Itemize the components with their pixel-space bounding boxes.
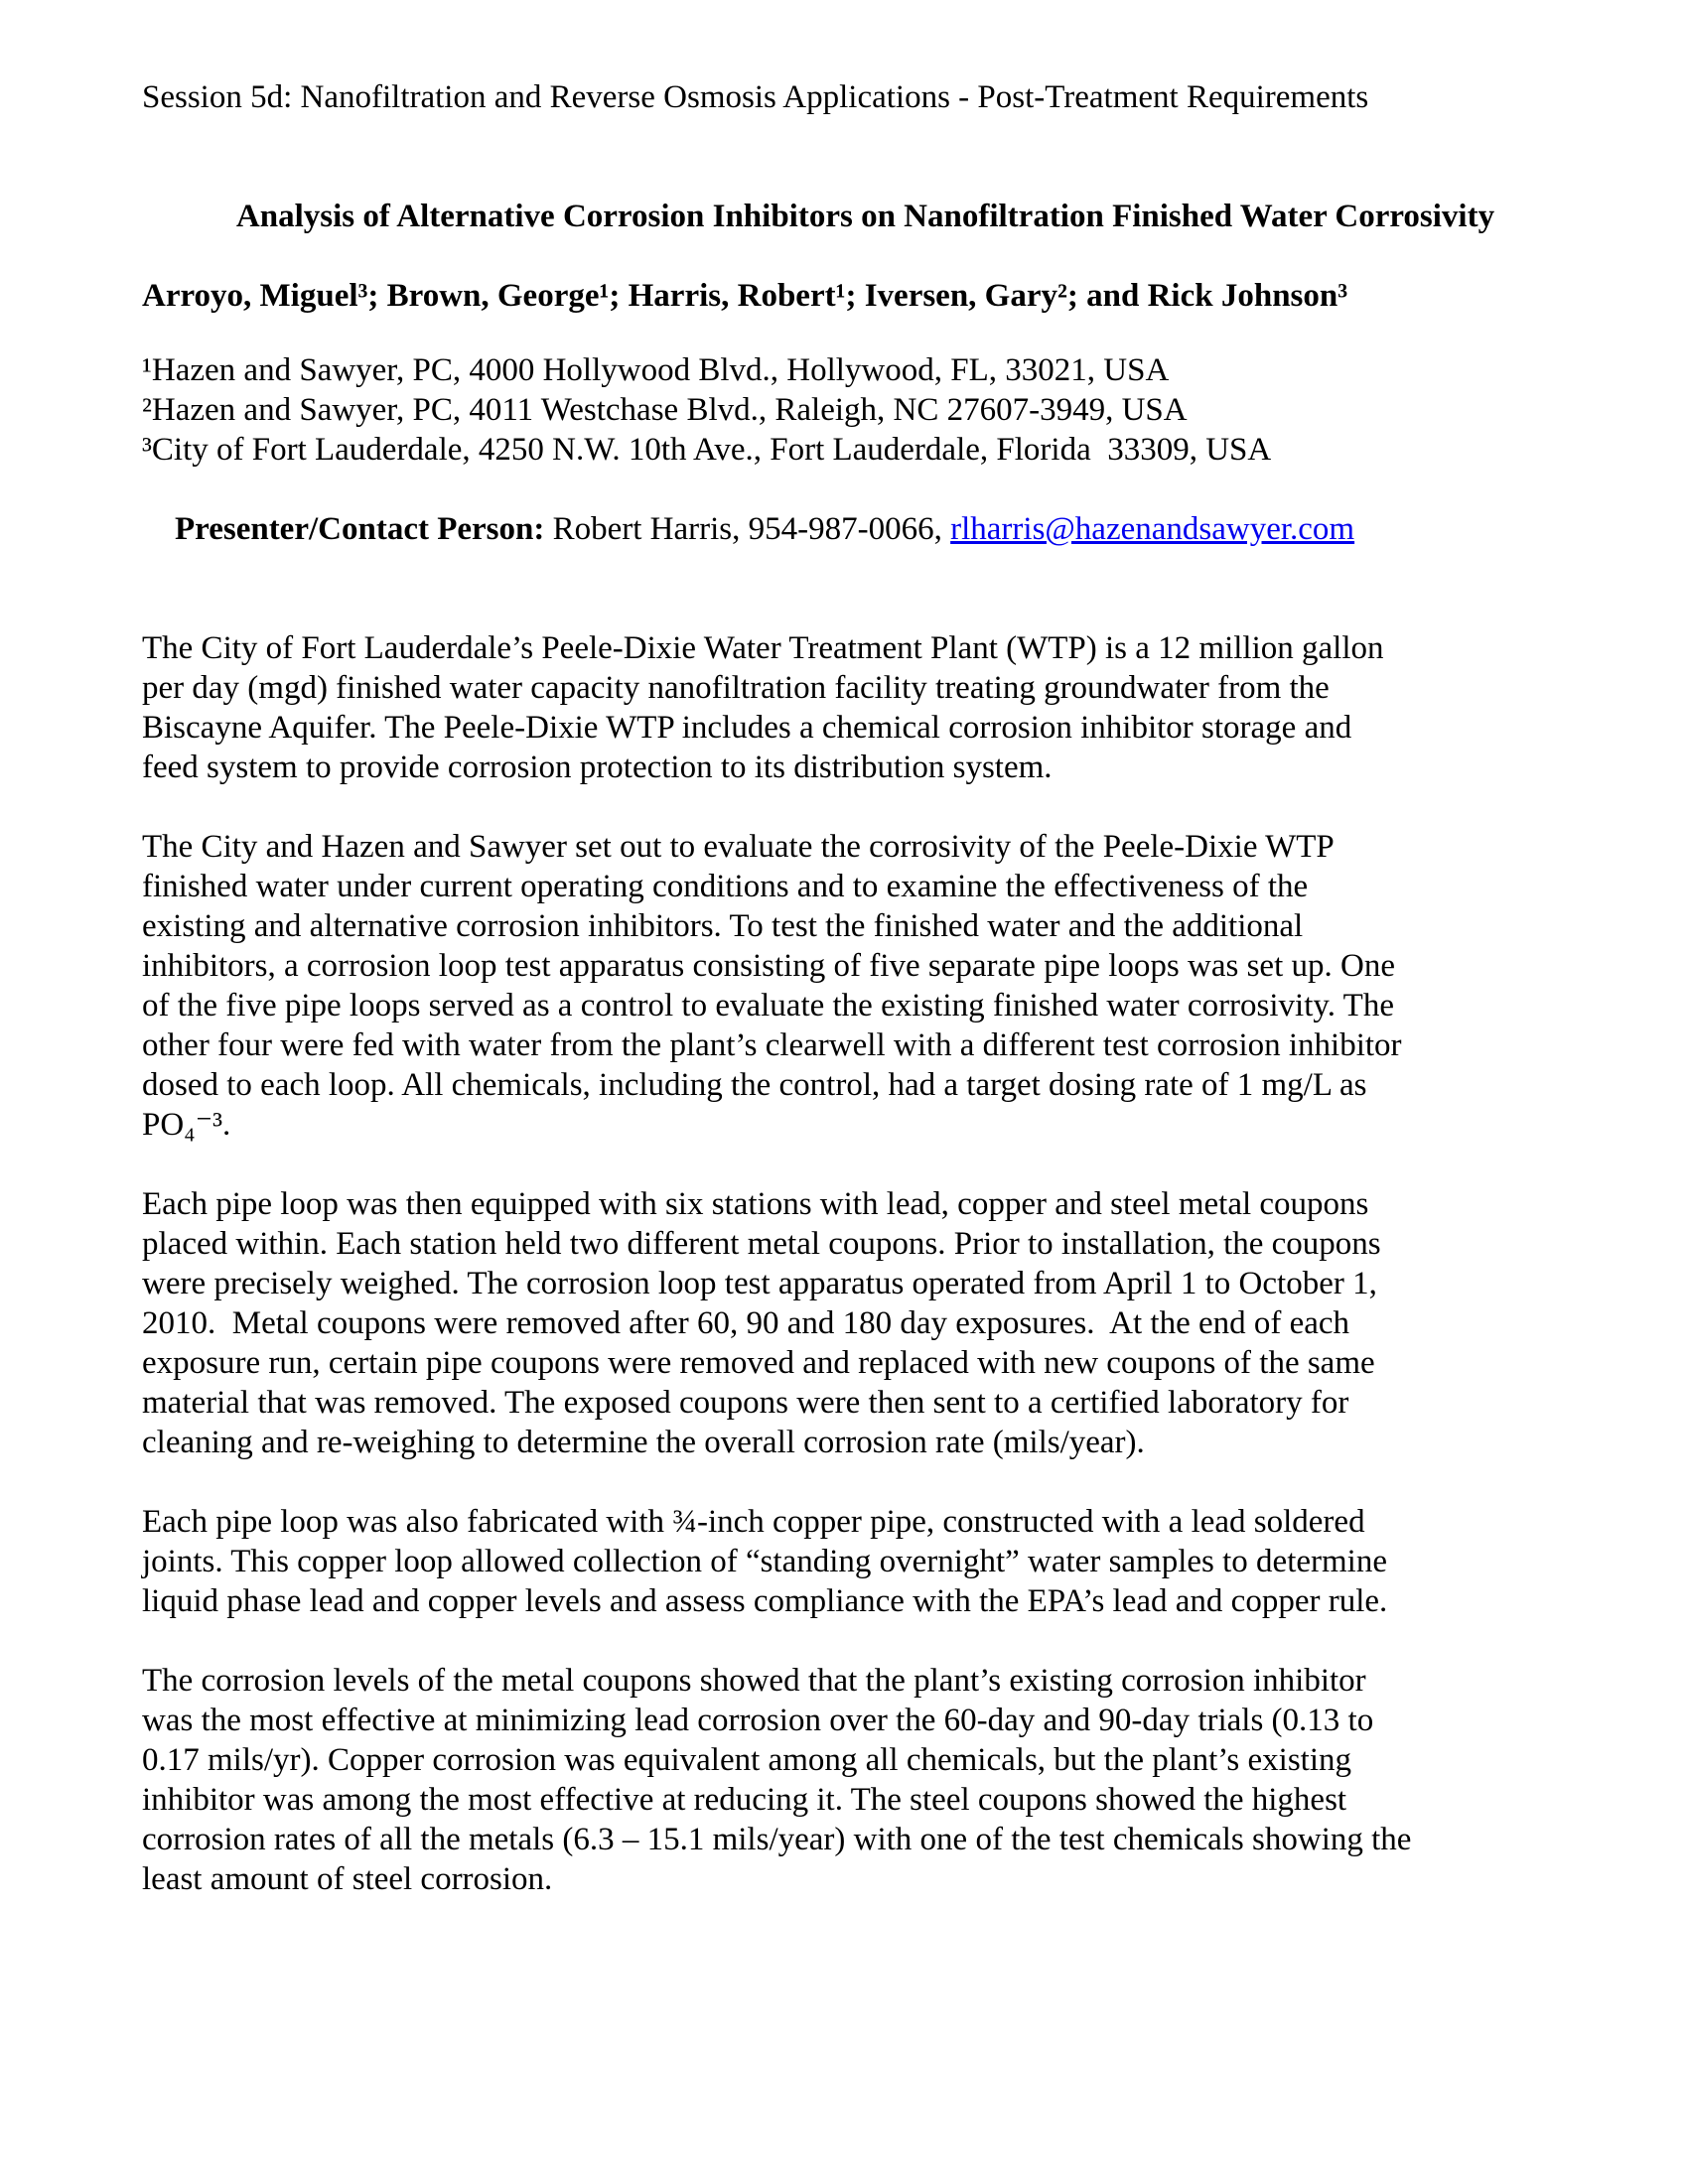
- text-line: exposure run, certain pipe coupons were removed and replaced with new coupons of the same: [142, 1345, 1375, 1381]
- text-line: was the most effective at minimizing lead corrosion over the 60-day and 90-day trials (0.13 to: [142, 1703, 1374, 1738]
- presenter-contact: Robert Harris, 954-987-0066,: [544, 511, 951, 547]
- paragraph-4: [142, 1502, 1589, 1621]
- authors-line: Arroyo, Miguel³; Brown, George¹; Harris, Robert¹; Iversen, Gary²; and Rick Johnson³: [142, 278, 1348, 314]
- text-line: Each pipe loop was then equipped with six stations with lead, copper and steel metal coupons: [142, 1186, 1369, 1222]
- text-line: ³City of Fort Lauderdale, 4250 N.W. 10th Ave., Fort Lauderdale, Florida 33309, USA: [142, 432, 1272, 468]
- text-line: material that was removed. The exposed coupons were then sent to a certified laboratory for: [142, 1385, 1349, 1421]
- presenter-label: Presenter/Contact Person:: [175, 511, 545, 547]
- abstract-body: [142, 628, 1589, 1899]
- text-line: least amount of steel corrosion.: [142, 1861, 553, 1897]
- paragraph-2: [142, 827, 1589, 1145]
- text-line: dosed to each loop. All chemicals, including the control, had a target dosing rate of 1 mg/L as: [142, 1067, 1367, 1103]
- paragraph-1: [142, 628, 1589, 787]
- text-line: liquid phase lead and copper levels and assess compliance with the EPA’s lead and copper rule.: [142, 1583, 1388, 1619]
- text-line: 0.17 mils/yr). Copper corrosion was equivalent among all chemicals, but the plant’s existing: [142, 1742, 1352, 1778]
- text-line: existing and alternative corrosion inhibitors. To test the finished water and the additional: [142, 908, 1304, 944]
- text-line: were precisely weighed. The corrosion loop test apparatus operated from April 1 to October 1,: [142, 1266, 1377, 1301]
- text-line: ²Hazen and Sawyer, PC, 4011 Westchase Blvd., Raleigh, NC 27607-3949, USA: [142, 392, 1188, 428]
- text-line: of the five pipe loops served as a control to evaluate the existing finished water corrosivity. The: [142, 988, 1394, 1024]
- session-header: Session 5d: Nanofiltration and Reverse Osmosis Applications - Post-Treatment Requirements: [142, 79, 1369, 115]
- text-line: finished water under current operating conditions and to examine the effectiveness of the: [142, 869, 1309, 904]
- text-line: The corrosion levels of the metal coupons showed that the plant’s existing corrosion inhibitor: [142, 1663, 1366, 1699]
- text-line: inhibitors, a corrosion loop test apparatus consisting of five separate pipe loops was set up. One: [142, 948, 1395, 984]
- text-line: feed system to provide corrosion protection to its distribution system.: [142, 750, 1053, 785]
- text-line: The City of Fort Lauderdale’s Peele-Dixie Water Treatment Plant (WTP) is a 12 million gallon: [142, 630, 1384, 666]
- text-line: per day (mgd) finished water capacity nanofiltration facility treating groundwater from the: [142, 670, 1330, 706]
- text-line: Each pipe loop was also fabricated with ¾-inch copper pipe, constructed with a lead soldered: [142, 1504, 1365, 1540]
- text-line: PO₄⁻³.: [142, 1107, 231, 1143]
- text-line: Biscayne Aquifer. The Peele-Dixie WTP includes a chemical corrosion inhibitor storage and: [142, 710, 1352, 746]
- text-line: placed within. Each station held two different metal coupons. Prior to installation, the coupons: [142, 1226, 1381, 1262]
- text-line: inhibitor was among the most effective at reducing it. The steel coupons showed the highest: [142, 1782, 1347, 1818]
- presenter-line: [142, 470, 1589, 589]
- affiliations-block: [142, 350, 1589, 470]
- text-line: other four were fed with water from the plant’s clearwell with a different test corrosion inhibitor: [142, 1027, 1402, 1063]
- text-line: The City and Hazen and Sawyer set out to evaluate the corrosivity of the Peele-Dixie WTP: [142, 829, 1335, 865]
- text-line: joints. This copper loop allowed collection of “standing overnight” water samples to determine: [142, 1544, 1387, 1579]
- paragraph-5: [142, 1661, 1589, 1899]
- text-line: 2010. Metal coupons were removed after 60, 90 and 180 day exposures. At the end of each: [142, 1305, 1350, 1341]
- text-line: ¹Hazen and Sawyer, PC, 4000 Hollywood Blvd., Hollywood, FL, 33021, USA: [142, 352, 1170, 388]
- text-line: corrosion rates of all the metals (6.3 – 15.1 mils/year) with one of the test chemicals showing the: [142, 1822, 1412, 1857]
- paper-title: Analysis of Alternative Corrosion Inhibitors on Nanofiltration Finished Water Corrosivity: [235, 199, 1495, 234]
- presenter-email-link[interactable]: rlharris@hazenandsawyer.com: [950, 511, 1355, 547]
- text-line: cleaning and re-weighing to determine the overall corrosion rate (mils/year).: [142, 1425, 1145, 1460]
- paragraph-3: [142, 1184, 1589, 1462]
